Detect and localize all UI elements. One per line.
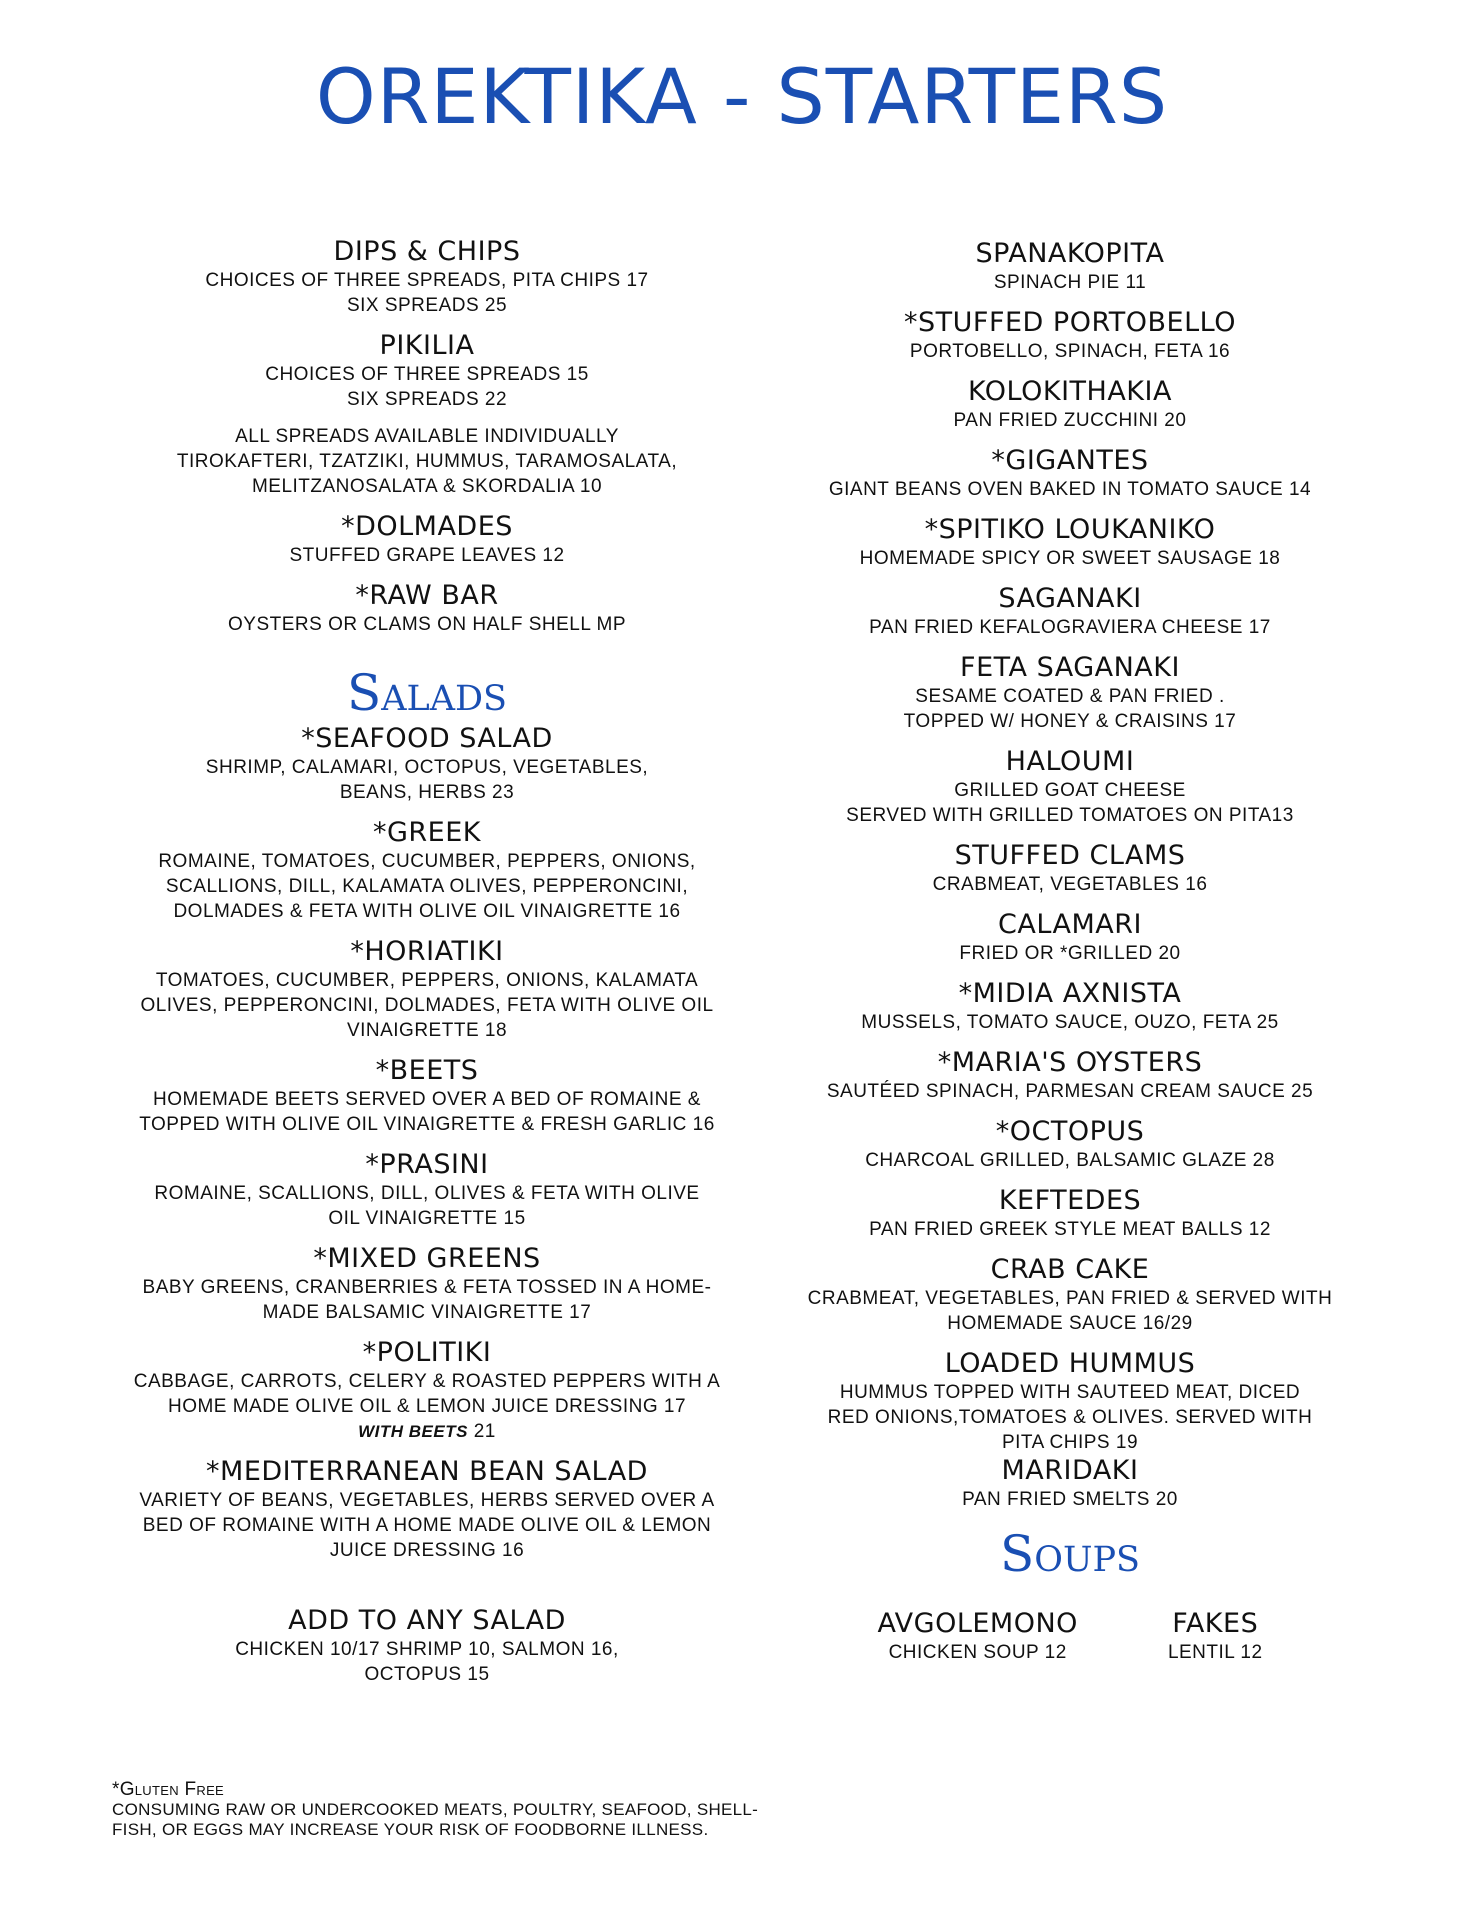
item-desc: CHOICES OF THREE SPREADS 15 [265, 364, 589, 385]
menu-item-pikilia [112, 330, 742, 412]
menu-item-avgolemono [877, 1608, 1078, 1665]
menu-item-keftedes [790, 1185, 1350, 1242]
item-desc: BED OF ROMAINE WITH A HOME MADE OLIVE OIL & LEMON [142, 1515, 712, 1536]
item-desc: SIX SPREADS 22 [346, 389, 508, 410]
item-name: KEFTEDES [998, 1185, 1142, 1216]
item-desc: VARIETY OF BEANS, VEGETABLES, HERBS SERVED OVER A [139, 1490, 715, 1511]
item-desc: SAUTÉED SPINACH, PARMESAN CREAM SAUCE 25 [826, 1081, 1314, 1102]
menu-item-spitiko-loukaniko [790, 514, 1350, 571]
add-to-salad [112, 1605, 742, 1687]
item-desc: OCTOPUS 15 [364, 1664, 490, 1685]
menu-item-greek [112, 817, 742, 924]
soups-heading: Soups [1000, 1525, 1140, 1583]
item-desc: VINAIGRETTE 18 [346, 1020, 508, 1041]
item-desc: PAN FRIED SMELTS 20 [962, 1489, 1178, 1510]
item-desc: DOLMADES & FETA WITH OLIVE OIL VINAIGRETTE 16 [173, 901, 681, 922]
item-name: *GREEK [372, 817, 481, 848]
menu-item-horiatiki [112, 936, 742, 1043]
with-beets-label: WITH BEETS [358, 1422, 468, 1441]
item-desc: STUFFED GRAPE LEAVES 12 [289, 545, 565, 566]
menu-item-spanakopita [790, 238, 1350, 295]
item-desc: OYSTERS OR CLAMS ON HALF SHELL MP [228, 614, 626, 635]
item-name: *HORIATIKI [350, 936, 504, 967]
menu-item-crab-cake [790, 1254, 1350, 1336]
item-name: SPANAKOPITA [975, 238, 1165, 269]
item-name: ADD TO ANY SALAD [288, 1605, 566, 1636]
menu-item-marias-oysters [790, 1047, 1350, 1104]
item-name: *STUFFED PORTOBELLO [904, 307, 1236, 338]
item-name: FAKES [1172, 1608, 1259, 1639]
menu-item-kolokithakia [790, 376, 1350, 433]
item-desc: OIL VINAIGRETTE 15 [328, 1208, 526, 1229]
item-desc: PORTOBELLO, SPINACH, FETA 16 [909, 341, 1231, 362]
item-desc: LENTIL 12 [1167, 1642, 1263, 1663]
item-name: FETA SAGANAKI [960, 652, 1180, 683]
item-desc: HOMEMADE SPICY OR SWEET SAUSAGE 18 [859, 548, 1281, 569]
item-name: *GIGANTES [991, 445, 1149, 476]
menu-item-midia-axnista [790, 978, 1350, 1035]
item-name: CALAMARI [998, 909, 1142, 940]
item-desc: CHARCOAL GRILLED, BALSAMIC GLAZE 28 [865, 1150, 1275, 1171]
menu-item-octopus [790, 1116, 1350, 1173]
item-desc: ROMAINE, SCALLIONS, DILL, OLIVES & FETA WITH OLIVE [154, 1183, 700, 1204]
item-desc-extra [112, 1419, 742, 1444]
item-name: *MARIA'S OYSTERS [937, 1047, 1203, 1078]
item-desc: SPINACH PIE 11 [993, 272, 1147, 293]
menu-item-calamari [790, 909, 1350, 966]
food-warning-line: CONSUMING RAW OR UNDERCOOKED MEATS, POULTRY, SEAFOOD, SHELL- [112, 1800, 759, 1819]
item-desc: TOMATOES, CUCUMBER, PEPPERS, ONIONS, KALAMATA [155, 970, 699, 991]
item-desc: HOMEMADE BEETS SERVED OVER A BED OF ROMAINE & [153, 1089, 701, 1110]
item-desc: SCALLIONS, DILL, KALAMATA OLIVES, PEPPERONCINI, [165, 876, 689, 897]
item-name: *BEETS [375, 1055, 479, 1086]
item-desc: CHOICES OF THREE SPREADS, PITA CHIPS 17 [205, 270, 649, 291]
menu-item-mediterranean-bean-salad [112, 1456, 742, 1563]
item-desc: SHRIMP, CALAMARI, OCTOPUS, VEGETABLES, [205, 757, 649, 778]
menu-item-gigantes [790, 445, 1350, 502]
item-desc: CRABMEAT, VEGETABLES 16 [932, 874, 1208, 895]
salads-heading: Salads [346, 664, 508, 722]
menu-item-seafood-salad [112, 723, 742, 805]
right-column [790, 238, 1350, 1665]
item-desc: CHICKEN SOUP 12 [888, 1642, 1067, 1663]
item-desc: HOME MADE OLIVE OIL & LEMON JUICE DRESSING 17 [167, 1396, 687, 1417]
item-name: MARIDAKI [1001, 1455, 1139, 1486]
item-desc: JUICE DRESSING 16 [329, 1540, 525, 1561]
item-desc: HUMMUS TOPPED WITH SAUTEED MEAT, DICED [839, 1382, 1301, 1403]
item-desc: RED ONIONS,TOMATOES & OLIVES. SERVED WITH [827, 1407, 1313, 1428]
item-desc: BEANS, HERBS 23 [339, 782, 515, 803]
spreads-note [112, 424, 742, 499]
item-desc: PAN FRIED ZUCCHINI 20 [953, 410, 1187, 431]
item-name: LOADED HUMMUS [944, 1348, 1196, 1379]
item-name: SAGANAKI [998, 583, 1142, 614]
item-desc: MELITZANOSALATA & SKORDALIA 10 [251, 476, 603, 497]
item-name: KOLOKITHAKIA [968, 376, 1172, 407]
menu-item-raw-bar [112, 580, 742, 637]
menu-item-stuffed-portobello [790, 307, 1350, 364]
item-desc: MUSSELS, TOMATO SAUCE, OUZO, FETA 25 [861, 1012, 1279, 1033]
item-desc: CHICKEN 10/17 SHRIMP 10, SALMON 16, [235, 1639, 619, 1660]
soups-row [790, 1608, 1350, 1665]
item-name: *PRASINI [365, 1149, 489, 1180]
item-desc: BABY GREENS, CRANBERRIES & FETA TOSSED IN A HOME- [142, 1277, 712, 1298]
with-beets-price: 21 [473, 1421, 496, 1442]
item-name: PIKILIA [379, 330, 475, 361]
item-name: *SEAFOOD SALAD [301, 723, 553, 754]
item-desc: HOMEMADE SAUCE 16/29 [947, 1313, 1193, 1334]
item-desc: CABBAGE, CARROTS, CELERY & ROASTED PEPPERS WITH A [133, 1371, 721, 1392]
item-desc: TIROKAFTERI, TZATZIKI, HUMMUS, TARAMOSALATA, [176, 451, 678, 472]
menu-item-feta-saganaki [790, 652, 1350, 734]
item-desc: SESAME COATED & PAN FRIED . [915, 686, 1225, 707]
item-desc: PITA CHIPS 19 [1001, 1432, 1139, 1453]
item-desc: SIX SPREADS 25 [346, 295, 508, 316]
item-name: *SPITIKO LOUKANIKO [924, 514, 1216, 545]
item-name: *OCTOPUS [995, 1116, 1145, 1147]
menu-item-mixed-greens [112, 1243, 742, 1325]
item-desc: TOPPED WITH OLIVE OIL VINAIGRETTE & FRESH GARLIC 16 [139, 1114, 715, 1135]
item-desc: FRIED OR *GRILLED 20 [959, 943, 1181, 964]
item-desc: OLIVES, PEPPERONCINI, DOLMADES, FETA WITH OLIVE OIL [140, 995, 714, 1016]
footer-note [112, 1780, 812, 1840]
item-desc: MADE BALSAMIC VINAIGRETTE 17 [262, 1302, 592, 1323]
menu-item-loaded-hummus [790, 1348, 1350, 1455]
item-desc: PAN FRIED KEFALOGRAVIERA CHEESE 17 [869, 617, 1271, 638]
item-name: HALOUMI [1005, 746, 1135, 777]
item-name: AVGOLEMONO [877, 1608, 1078, 1639]
item-desc: ROMAINE, TOMATOES, CUCUMBER, PEPPERS, ONIONS, [158, 851, 696, 872]
menu-item-haloumi [790, 746, 1350, 828]
item-name: *DOLMADES [341, 511, 513, 542]
gluten-free-note: *Gluten Free [112, 1779, 225, 1800]
item-name: *MIXED GREENS [313, 1243, 541, 1274]
menu-item-dolmades [112, 511, 742, 568]
item-name: DIPS & CHIPS [333, 236, 521, 267]
item-name: *RAW BAR [355, 580, 499, 611]
item-name: *MEDITERRANEAN BEAN SALAD [206, 1456, 648, 1487]
item-desc: GIANT BEANS OVEN BAKED IN TOMATO SAUCE 14 [828, 479, 1312, 500]
menu-item-saganaki [790, 583, 1350, 640]
menu-item-maridaki [790, 1455, 1350, 1512]
item-desc: SERVED WITH GRILLED TOMATOES ON PITA13 [846, 805, 1294, 826]
item-desc: PAN FRIED GREEK STYLE MEAT BALLS 12 [869, 1219, 1271, 1240]
food-warning-line: FISH, OR EGGS MAY INCREASE YOUR RISK OF FOODBORNE ILLNESS. [112, 1820, 709, 1839]
item-name: *MIDIA AXNISTA [958, 978, 1182, 1009]
item-name: CRAB CAKE [990, 1254, 1150, 1285]
left-column [112, 236, 742, 1699]
menu-item-politiki [112, 1337, 742, 1444]
item-desc: ALL SPREADS AVAILABLE INDIVIDUALLY [235, 426, 619, 447]
page-title: OREKTIKA - STARTERS [315, 52, 1169, 141]
item-name: STUFFED CLAMS [954, 840, 1186, 871]
menu-item-prasini [112, 1149, 742, 1231]
item-desc: CRABMEAT, VEGETABLES, PAN FRIED & SERVED WITH [807, 1288, 1333, 1309]
menu-item-dips-chips [112, 236, 742, 318]
menu-item-beets [112, 1055, 742, 1137]
menu-item-fakes [1168, 1608, 1263, 1665]
item-desc: GRILLED GOAT CHEESE [954, 780, 1186, 801]
item-name: *POLITIKI [362, 1337, 492, 1368]
item-desc: TOPPED W/ HONEY & CRAISINS 17 [903, 711, 1237, 732]
menu-item-stuffed-clams [790, 840, 1350, 897]
